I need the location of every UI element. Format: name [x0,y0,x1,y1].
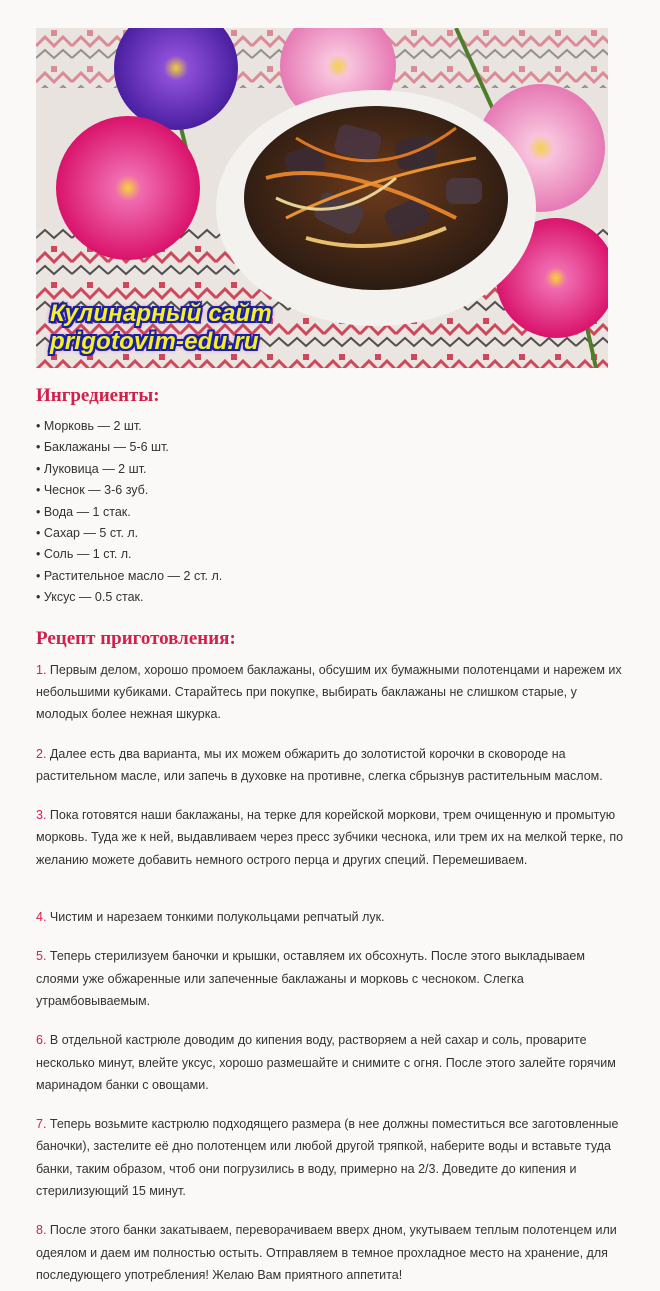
step-text: После этого банки закатываем, переворачиваем вверх дном, укутываем теплым полотенцем или одеялом и даем им полностью остыть. Отправляем в темное прохладное место на хранение, для последующего употребления! Желаю Вам приятного аппетита! [36,1223,617,1282]
step-number: 2. [36,746,47,761]
recipe-step [36,1113,626,1202]
step-text: Чистим и нарезаем тонкими полукольцами репчатый лук. [46,910,385,925]
watermark-line-1: Кулинарный сайт [50,300,272,327]
recipe-step [36,906,626,928]
recipe-step [36,1219,626,1286]
ingredient-item: • Баклажаны — 5-6 шт. [36,440,169,455]
step-text: Теперь возьмите кастрюлю подходящего размера (в нее должны поместиться все заготовленные баночки), застелите её дно полотенцем или любой другой тряпкой, наберите воды и вставьте туда банки, таким образом, чтоб они погрузились в воду, примерно на 2/3. Доведите до кипения и стерилизующий 15 минут. [36,1117,619,1198]
step-number: 4. [36,910,47,925]
ingredients-heading: Ингредиенты: [36,385,160,406]
ingredient-item: • Уксус — 0.5 стак. [36,590,144,605]
step-number: 5. [36,949,47,964]
step-text: Первым делом, хорошо промоем баклажаны, обсушим их бумажными полотенцами и нарежем их небольшими кубиками. Старайтесь при покупке, выбирать баклажаны не слишком старые, у молодых более нежная шкурка. [36,662,622,722]
step-number: 1. [36,662,47,677]
article-content [36,382,626,1291]
step-number: 7. [36,1117,47,1132]
step-text: Пока готовятся наши баклажаны, на терке для корейской моркови, трем очищенную и промытую морковь. Туда же к ней, выдавливаем через пресс зубчики чеснока, или трем их на мелкой терке, по желанию можете добавить немного острого перца и других специй. Перемешиваем. [36,808,624,867]
step-text: Теперь стерилизуем баночки и крышки, оставляем их обсохнуть. После этого выкладываем слоями уже обжаренные или запеченные баклажаны и морковь с чесноком. Слегка утрамбовываемым. [36,949,585,1008]
ingredient-item: • Растительное масло — 2 ст. л. [36,568,223,583]
ingredient-item: • Соль — 1 ст. л. [36,547,132,562]
recipe-step [36,1029,626,1096]
site-watermark [50,300,272,356]
step-number: 8. [36,1223,47,1238]
ingredient-item: • Морковь — 2 шт. [36,419,142,433]
recipe-step [36,945,626,1012]
ingredient-item: • Луковица — 2 шт. [36,461,147,476]
recipe-photo [36,28,608,368]
step-number: 6. [36,1033,47,1048]
step-text: Далее есть два варианта, мы их можем обжарить до золотистой корочки в сковороде на растительном масле, или запечь в духовке на противне, слегка сбрызнув растительным маслом. [36,746,603,783]
step-text: В отдельной кастрюле доводим до кипения воду, растворяем а ней сахар и соль, проварите несколько минут, влейте уксус, хорошо размешайте и снимите с огня. После этого залейте горячим маринадом банки с овощами. [36,1033,616,1092]
recipe-step [36,804,626,871]
recipe-step [36,743,626,788]
watermark-line-2: prigotovim-edu.ru [50,328,259,355]
recipe-heading: Рецепт приготовления: [36,627,236,649]
recipe-step [36,659,626,726]
ingredient-item: • Сахар — 5 ст. л. [36,526,139,541]
ingredient-item: • Вода — 1 стак. [36,504,131,519]
ingredients-list [36,416,626,609]
step-number: 3. [36,808,47,823]
recipe-steps [36,659,626,1287]
ingredient-item: • Чеснок — 3-6 зуб. [36,483,149,498]
